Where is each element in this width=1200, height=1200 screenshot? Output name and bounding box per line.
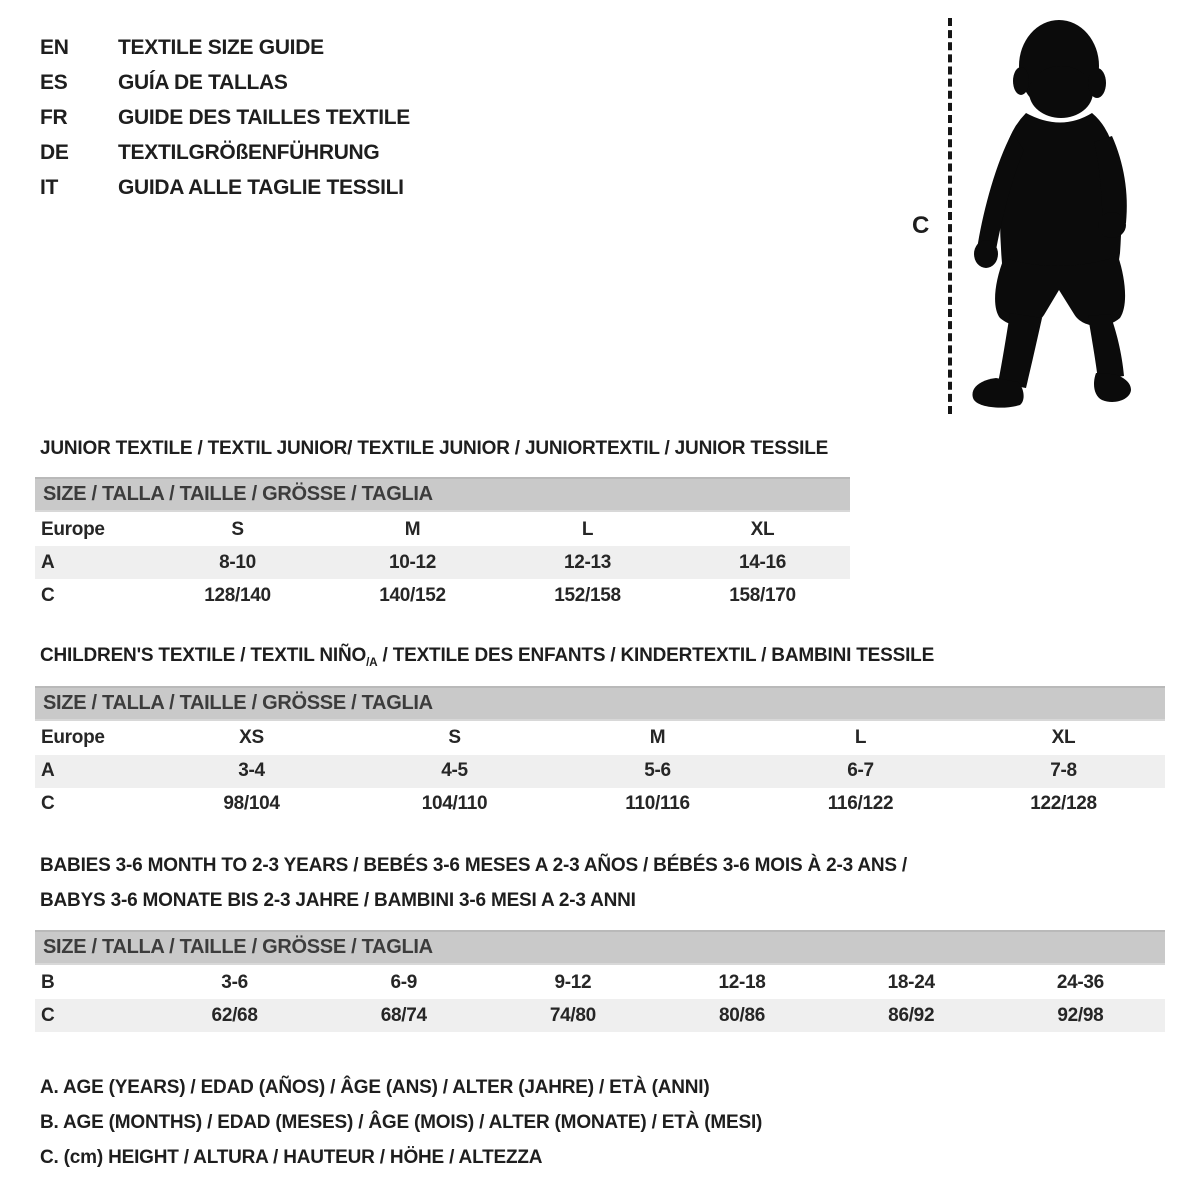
size-cell: 140/152 xyxy=(379,584,446,606)
table-row xyxy=(35,755,1165,788)
language-title: GUÍA DE TALLAS xyxy=(118,71,288,94)
row-label: C xyxy=(41,793,55,815)
size-table-header: SIZE / TALLA / TAILLE / GRÖSSE / TAGLIA xyxy=(35,477,850,512)
table-row xyxy=(35,513,850,546)
size-cell: 128/140 xyxy=(204,584,271,606)
size-cell: M xyxy=(404,518,421,540)
language-title: TEXTILE SIZE GUIDE xyxy=(118,36,324,59)
table-row xyxy=(35,788,1165,821)
list-item xyxy=(40,100,410,135)
table-row xyxy=(35,966,1165,999)
size-cell: 3-4 xyxy=(150,755,353,788)
list-item xyxy=(40,30,410,65)
language-code: IT xyxy=(40,176,59,199)
size-cell: 92/98 xyxy=(996,999,1165,1032)
language-title: TEXTILGRÖßENFÜHRUNG xyxy=(118,141,380,164)
size-cell: XS xyxy=(239,727,264,749)
heading-text: / TEXTILE DES ENFANTS / KINDERTEXTIL / BAMBINI TESSILE xyxy=(377,645,935,666)
size-cell: 18-24 xyxy=(887,971,935,993)
size-cell: 68/74 xyxy=(319,999,488,1032)
heading-subscript: /A xyxy=(366,655,378,669)
size-cell: 5-6 xyxy=(556,755,759,788)
size-table-header: SIZE / TALLA / TAILLE / GRÖSSE / TAGLIA xyxy=(35,930,1165,965)
row-label: Europe xyxy=(41,727,105,749)
list-item xyxy=(40,170,410,205)
size-cell: 62/68 xyxy=(150,999,319,1032)
size-cell: 3-6 xyxy=(221,971,248,993)
row-label: A xyxy=(35,755,150,788)
size-cell: 98/104 xyxy=(223,793,280,815)
language-code: DE xyxy=(40,141,69,164)
size-cell: 6-9 xyxy=(390,971,418,993)
heading-text: CHILDREN'S TEXTILE / TEXTIL NIÑO xyxy=(40,645,367,666)
size-cell: 80/86 xyxy=(657,999,826,1032)
size-cell: 86/92 xyxy=(827,999,996,1032)
size-cell: XL xyxy=(750,518,775,540)
babies-size-table xyxy=(35,966,1165,1032)
size-cell: 12-18 xyxy=(718,971,766,993)
size-cell: 158/170 xyxy=(729,584,796,606)
toddler-silhouette xyxy=(966,18,1138,415)
legend-line-b: B. AGE (MONTHS) / EDAD (MESES) / ÂGE (MOIS) / ALTER (MONATE) / ETÀ (MESI) xyxy=(40,1112,763,1133)
size-cell: L xyxy=(581,518,594,540)
size-cell: 4-5 xyxy=(353,755,556,788)
size-cell: 152/158 xyxy=(554,584,621,606)
babies-textile-section xyxy=(35,848,1165,1032)
row-label: C xyxy=(41,584,55,606)
size-cell: 74/80 xyxy=(488,999,657,1032)
table-row xyxy=(35,546,850,579)
table-row xyxy=(35,722,1165,755)
section-heading: JUNIOR TEXTILE / TEXTIL JUNIOR/ TEXTILE JUNIOR / JUNIORTEXTIL / JUNIOR TESSILE xyxy=(40,438,829,459)
size-cell: L xyxy=(854,727,867,749)
size-cell: 104/110 xyxy=(421,793,488,815)
size-cell: S xyxy=(448,727,461,749)
language-code: ES xyxy=(40,71,68,94)
height-measure-label: C xyxy=(912,212,930,239)
size-cell: XL xyxy=(1051,727,1076,749)
language-code: FR xyxy=(40,106,68,129)
heading-line: BABYS 3-6 MONATE BIS 2-3 JAHRE / BAMBINI 3-6 MESI A 2-3 ANNI xyxy=(40,890,636,911)
table-row xyxy=(35,579,850,612)
list-item xyxy=(40,65,410,100)
measure-legend xyxy=(40,1070,762,1175)
language-title-list xyxy=(40,30,410,205)
table-row xyxy=(35,999,1165,1032)
size-cell: 24-36 xyxy=(1056,971,1104,993)
legend-line-a: A. AGE (YEARS) / EDAD (AÑOS) / ÂGE (ANS) / ALTER (JAHRE) / ETÀ (ANNI) xyxy=(40,1077,710,1098)
junior-size-table xyxy=(35,513,850,612)
size-cell: 116/122 xyxy=(827,793,894,815)
size-cell: 110/116 xyxy=(625,793,690,815)
row-label: B xyxy=(41,971,55,993)
size-cell: 6-7 xyxy=(759,755,962,788)
section-heading xyxy=(35,645,1165,669)
size-cell: 10-12 xyxy=(325,546,500,579)
size-cell: 14-16 xyxy=(675,546,850,579)
childrens-textile-section xyxy=(35,645,1165,821)
junior-textile-section xyxy=(35,438,850,612)
heading-line: BABIES 3-6 MONTH TO 2-3 YEARS / BEBÉS 3-6 MESES A 2-3 AÑOS / BÉBÉS 3-6 MOIS À 2-3 ANS / xyxy=(40,855,908,876)
height-measure-figure xyxy=(880,0,1170,430)
legend-line-c: C. (cm) HEIGHT / ALTURA / HAUTEUR / HÖHE / ALTEZZA xyxy=(40,1147,543,1168)
size-cell: M xyxy=(649,727,666,749)
childrens-size-table xyxy=(35,722,1165,821)
language-title: GUIDE DES TAILLES TEXTILE xyxy=(118,106,410,129)
language-code: EN xyxy=(40,36,69,59)
section-heading xyxy=(35,848,1165,918)
size-cell: 7-8 xyxy=(962,755,1165,788)
size-cell: 9-12 xyxy=(554,971,592,993)
row-label: C xyxy=(35,999,150,1032)
size-cell: 12-13 xyxy=(500,546,675,579)
height-measure-line xyxy=(948,18,952,414)
size-table-header: SIZE / TALLA / TAILLE / GRÖSSE / TAGLIA xyxy=(35,686,1165,721)
language-title: GUIDA ALLE TAGLIE TESSILI xyxy=(118,176,404,199)
row-label: Europe xyxy=(41,518,105,540)
size-cell: 8-10 xyxy=(150,546,325,579)
size-cell: S xyxy=(231,518,244,540)
row-label: A xyxy=(35,546,150,579)
size-cell: 122/128 xyxy=(1030,793,1097,815)
list-item xyxy=(40,135,410,170)
